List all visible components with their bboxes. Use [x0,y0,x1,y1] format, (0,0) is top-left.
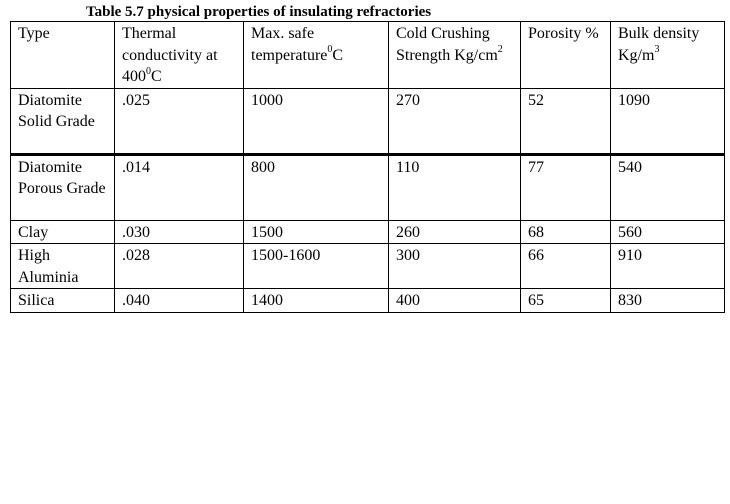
header-bulk-density: Bulk density $Kg/m^3$ [611,22,725,89]
cell-thermal: .040 [115,289,244,313]
cell-crushing: 300 [389,244,521,289]
header-porosity: Porosity % [521,22,611,89]
header-type: Type [11,22,115,89]
header-max-safe-temperature: Max. safe temperature$^0$C [244,22,389,89]
cell-porosity: 52 [521,88,611,154]
table-row [11,289,725,313]
refractories-table [10,21,725,313]
cell-max-temp: 1500-1600 [244,244,389,289]
table-header-row [11,22,725,89]
cell-max-temp: 1400 [244,289,389,313]
cell-max-temp: 800 [244,154,389,220]
cell-max-temp: 1500 [244,220,389,244]
cell-crushing: 400 [389,289,521,313]
cell-porosity: 77 [521,154,611,220]
cell-crushing: 260 [389,220,521,244]
cell-crushing: 270 [389,88,521,154]
cell-type: Diatomite Solid Grade [11,88,115,154]
cell-max-temp: 1000 [244,88,389,154]
header-cold-crushing-strength: Cold Crushing Strength $Kg/cm^2$ [389,22,521,89]
cell-porosity: 65 [521,289,611,313]
cell-bulk-density: 910 [611,244,725,289]
cell-type: Diatomite Porous Grade [11,154,115,220]
cell-porosity: 66 [521,244,611,289]
cell-bulk-density: 540 [611,154,725,220]
cell-crushing: 110 [389,154,521,220]
table-row [11,88,725,154]
cell-type: Silica [11,289,115,313]
table-caption: Table 5.7 physical properties of insulating refractories [86,4,432,20]
cell-bulk-density: 560 [611,220,725,244]
table-row [11,154,725,220]
cell-type: Clay [11,220,115,244]
table-row [11,244,725,289]
cell-bulk-density: 830 [611,289,725,313]
cell-thermal: .030 [115,220,244,244]
cell-thermal: .028 [115,244,244,289]
cell-porosity: 68 [521,220,611,244]
cell-thermal: .025 [115,88,244,154]
cell-bulk-density: 1090 [611,88,725,154]
table-row [11,220,725,244]
cell-thermal: .014 [115,154,244,220]
header-thermal-conductivity: Thermal conductivity at $400^0C$ [115,22,244,89]
cell-type: High Aluminia [11,244,115,289]
